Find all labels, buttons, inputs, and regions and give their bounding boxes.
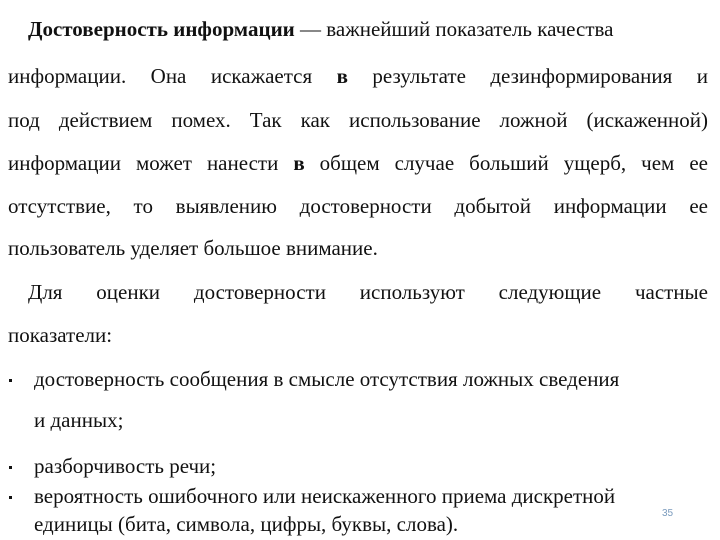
bullet-3-line-2: единицы (бита, символа, цифры, буквы, слова). (34, 512, 459, 536)
paragraph-1-line-4 (8, 153, 708, 174)
bullet-marker (9, 496, 12, 499)
bullet-2-line-1: разборчивость речи; (34, 454, 217, 478)
paragraph-1-line-1-text: — важнейший показатель качества (294, 17, 614, 41)
paragraph-1-line-6: пользователь уделяет большое внимание. (8, 236, 378, 260)
paragraph-1-line-2 (8, 66, 708, 87)
term-highlight: Достоверность информации (28, 17, 295, 41)
text-segment: информации. Она искажается (8, 64, 337, 88)
paragraph-2-line-2: показатели: (8, 323, 113, 347)
page-number: 35 (662, 508, 674, 519)
text-segment: общем случае больший ущерб, чем ее (304, 151, 708, 175)
paragraph-1-line-5: отсутствие, то выявлению достоверности добытой информации ее (8, 194, 708, 218)
bullet-1-line-1: достоверность сообщения в смысле отсутствия ложных сведения (34, 367, 620, 391)
bold-word: в (336, 64, 348, 88)
bullet-marker (9, 466, 12, 469)
paragraph-1-line-3: под действием помех. Так как использование ложной (искаженной) (8, 108, 708, 132)
text-segment: информации может нанести (8, 151, 294, 175)
paragraph-1-line-1 (28, 19, 613, 40)
bullet-1-line-2: и данных; (34, 408, 124, 432)
bullet-marker (9, 379, 12, 382)
bold-word: в (293, 151, 305, 175)
bullet-3-line-1: вероятность ошибочного или неискаженного приема дискретной (34, 484, 616, 508)
paragraph-2-line-1: Для оценки достоверности используют следующие частные (28, 280, 708, 304)
text-segment: результате дезинформирования и (347, 64, 708, 88)
